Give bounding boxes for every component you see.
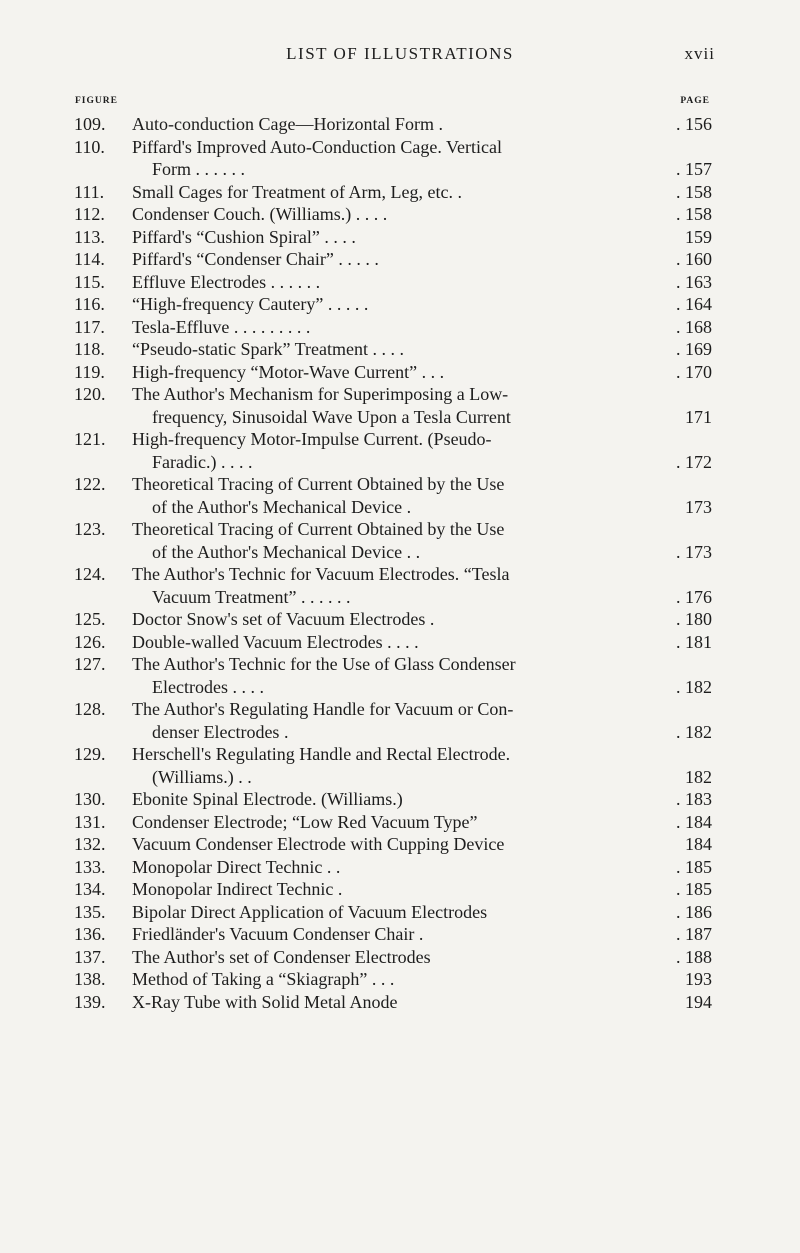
caption-line-1: High-frequency “Motor-Wave Current” . . . [132, 361, 445, 382]
caption-line-2: Electrodes . . . . [152, 676, 264, 697]
page-reference: . 156 [676, 114, 712, 134]
figure-caption [132, 811, 642, 834]
page-column-label: PAGE [680, 96, 710, 106]
list-item [0, 811, 800, 834]
list-item [0, 608, 800, 631]
list-item [0, 338, 800, 361]
figure-caption [132, 743, 642, 788]
list-item [0, 631, 800, 654]
figure-number: 138. [74, 969, 106, 989]
figure-caption [132, 901, 642, 924]
page-reference: . 183 [676, 789, 712, 809]
figure-caption [132, 698, 642, 743]
caption-line-1: Theoretical Tracing of Current Obtained by the Use [132, 519, 505, 539]
caption-line-1: Monopolar Indirect Technic . [132, 879, 343, 899]
page-reference: 184 [685, 834, 712, 854]
figure-number: 111. [74, 181, 105, 202]
list-item [0, 113, 800, 136]
list-item [0, 473, 800, 518]
page-reference: . 182 [676, 721, 712, 742]
figure-caption [132, 968, 642, 991]
caption-line-1: The Author's set of Condenser Electrodes [132, 946, 431, 967]
figure-column-label: FIGURE [75, 96, 118, 106]
list-item [0, 833, 800, 856]
figure-number: 120. [74, 384, 106, 404]
figure-number: 127. [74, 654, 106, 674]
caption-line-1: Piffard's “Condenser Chair” . . . . . [132, 249, 379, 269]
caption-line-1: Theoretical Tracing of Current Obtained by the Use [132, 474, 505, 494]
caption-line-2: Form . . . . . . [152, 159, 246, 179]
figure-caption [132, 203, 642, 226]
running-head [0, 44, 800, 74]
page-reference: . 185 [676, 879, 712, 899]
caption-line-2: frequency, Sinusoidal Wave Upon a Tesla Current [152, 406, 511, 427]
page-reference: . 160 [676, 249, 712, 269]
figure-caption [132, 361, 642, 384]
page-reference: . 158 [676, 204, 712, 224]
caption-line-2: Faradic.) . . . . [152, 451, 253, 472]
list-item [0, 203, 800, 226]
list-item [0, 878, 800, 901]
page-reference: . 168 [676, 316, 712, 337]
figure-caption [132, 383, 642, 428]
caption-line-1: Herschell's Regulating Handle and Rectal Electrode. [132, 744, 511, 764]
figure-number: 125. [74, 609, 106, 629]
figure-caption [132, 991, 642, 1014]
caption-line-2: denser Electrodes . [152, 721, 289, 742]
figure-caption [132, 248, 642, 271]
figure-number: 137. [74, 946, 106, 967]
caption-line-1: Double-walled Vacuum Electrodes . . . . [132, 631, 419, 652]
figure-caption [132, 316, 642, 339]
caption-line-1: Effluve Electrodes . . . . . . [132, 271, 321, 292]
caption-line-2: of the Author's Mechanical Device . . [152, 541, 421, 562]
page-reference: . 185 [676, 856, 712, 877]
figure-caption [132, 181, 642, 204]
caption-line-2: of the Author's Mechanical Device . [152, 496, 412, 517]
caption-line-1: Tesla-Effluve . . . . . . . . . [132, 316, 311, 337]
figure-number: 131. [74, 811, 106, 832]
figure-number: 121. [74, 429, 106, 449]
caption-line-1: Vacuum Condenser Electrode with Cupping Device [132, 834, 505, 854]
page-reference: 173 [685, 496, 712, 517]
page-reference: . 173 [676, 541, 712, 562]
list-item [0, 901, 800, 924]
caption-line-2: (Williams.) . . [152, 766, 252, 787]
figure-caption [132, 473, 642, 518]
page-reference: . 187 [676, 924, 712, 944]
figure-caption [132, 113, 642, 136]
page-reference: . 169 [676, 339, 712, 359]
figure-number: 134. [74, 879, 106, 899]
page-number: xvii [684, 44, 715, 63]
caption-line-1: Monopolar Direct Technic . . [132, 856, 341, 877]
list-item [0, 653, 800, 698]
caption-line-2: Vacuum Treatment” . . . . . . [152, 586, 351, 607]
caption-line-1: The Author's Technic for Vacuum Electrodes. “Tesla [132, 564, 510, 584]
caption-line-1: The Author's Mechanism for Superimposing a Low- [132, 384, 509, 404]
figure-caption [132, 226, 642, 249]
figure-number: 112. [74, 204, 105, 224]
page-reference: . 181 [676, 631, 712, 652]
caption-line-1: Ebonite Spinal Electrode. (Williams.) [132, 789, 403, 809]
figure-number: 122. [74, 474, 106, 494]
list-item [0, 788, 800, 811]
figure-caption [132, 856, 642, 879]
list-item [0, 271, 800, 294]
figure-number: 119. [74, 361, 105, 382]
caption-line-1: The Author's Regulating Handle for Vacuum or Con- [132, 699, 514, 719]
figure-caption [132, 563, 642, 608]
figure-number: 126. [74, 631, 106, 652]
figure-caption [132, 923, 642, 946]
caption-line-1: Condenser Couch. (Williams.) . . . . [132, 204, 388, 224]
list-item [0, 518, 800, 563]
figure-caption [132, 293, 642, 316]
page-reference: . 172 [676, 451, 712, 472]
caption-line-1: Doctor Snow's set of Vacuum Electrodes . [132, 609, 435, 629]
figure-caption [132, 946, 642, 969]
list-item [0, 743, 800, 788]
page-reference: 159 [685, 226, 712, 247]
caption-line-1: Friedländer's Vacuum Condenser Chair . [132, 924, 424, 944]
figure-caption [132, 428, 642, 473]
list-item [0, 248, 800, 271]
list-item [0, 923, 800, 946]
page-reference: 193 [685, 969, 712, 989]
list-item [0, 856, 800, 879]
figure-number: 116. [74, 294, 105, 314]
list-item [0, 698, 800, 743]
figure-caption [132, 788, 642, 811]
caption-line-1: Condenser Electrode; “Low Red Vacuum Type” [132, 811, 478, 832]
list-item [0, 136, 800, 181]
figure-number: 118. [74, 339, 105, 359]
caption-line-1: Method of Taking a “Skiagraph” . . . [132, 969, 395, 989]
figure-caption [132, 631, 642, 654]
figure-number: 109. [74, 114, 106, 134]
figure-number: 129. [74, 744, 106, 764]
caption-line-1: Piffard's “Cushion Spiral” . . . . [132, 226, 356, 247]
page-reference: . 176 [676, 586, 712, 607]
running-title: LIST OF ILLUSTRATIONS [286, 44, 514, 63]
caption-line-1: Auto-conduction Cage—Horizontal Form . [132, 114, 443, 134]
page-reference: 182 [685, 766, 712, 787]
list-item [0, 293, 800, 316]
page-reference: . 164 [676, 294, 712, 314]
figure-caption [132, 271, 642, 294]
figure-number: 132. [74, 834, 106, 854]
caption-line-1: Bipolar Direct Application of Vacuum Electrodes [132, 901, 488, 922]
figure-number: 139. [74, 991, 106, 1012]
list-item [0, 428, 800, 473]
figure-caption [132, 136, 642, 181]
figure-number: 130. [74, 789, 106, 809]
page-reference: . 170 [676, 361, 712, 382]
list-item [0, 181, 800, 204]
page-reference: . 188 [676, 946, 712, 967]
caption-line-1: Small Cages for Treatment of Arm, Leg, etc. . [132, 181, 462, 202]
page-reference: . 186 [676, 901, 712, 922]
figure-number: 115. [74, 271, 105, 292]
figure-number: 124. [74, 564, 106, 584]
figure-number: 113. [74, 226, 105, 247]
caption-line-1: “Pseudo-static Spark” Treatment . . . . [132, 339, 404, 359]
figure-number: 123. [74, 519, 106, 539]
illustration-list [0, 113, 800, 1013]
caption-line-1: High-frequency Motor-Impulse Current. (Pseudo- [132, 429, 492, 449]
page-reference: 194 [685, 991, 712, 1012]
figure-number: 135. [74, 901, 106, 922]
figure-number: 133. [74, 856, 106, 877]
figure-number: 128. [74, 699, 106, 719]
page-reference: . 180 [676, 609, 712, 629]
page-reference: . 184 [676, 811, 712, 832]
figure-number: 117. [74, 316, 105, 337]
list-item [0, 946, 800, 969]
caption-line-1: X-Ray Tube with Solid Metal Anode [132, 991, 398, 1012]
page-reference: . 163 [676, 271, 712, 292]
figure-caption [132, 653, 642, 698]
page-reference: 171 [685, 406, 712, 427]
figure-caption [132, 878, 642, 901]
figure-caption [132, 518, 642, 563]
list-item [0, 991, 800, 1014]
page-reference: . 158 [676, 181, 712, 202]
figure-number: 114. [74, 249, 105, 269]
list-item [0, 968, 800, 991]
caption-line-1: Piffard's Improved Auto-Conduction Cage. Vertical [132, 136, 503, 157]
list-item [0, 361, 800, 384]
figure-caption [132, 608, 642, 631]
list-item [0, 316, 800, 339]
column-headings [75, 96, 710, 110]
page-reference: . 182 [676, 676, 712, 697]
figure-caption [132, 338, 642, 361]
caption-line-1: “High-frequency Cautery” . . . . . [132, 294, 369, 314]
page-reference: . 157 [676, 159, 712, 179]
figure-number: 136. [74, 924, 106, 944]
list-item [0, 226, 800, 249]
figure-caption [132, 833, 642, 856]
figure-number: 110. [74, 136, 105, 157]
list-item [0, 563, 800, 608]
caption-line-1: The Author's Technic for the Use of Glass Condenser [132, 654, 516, 674]
list-item [0, 383, 800, 428]
